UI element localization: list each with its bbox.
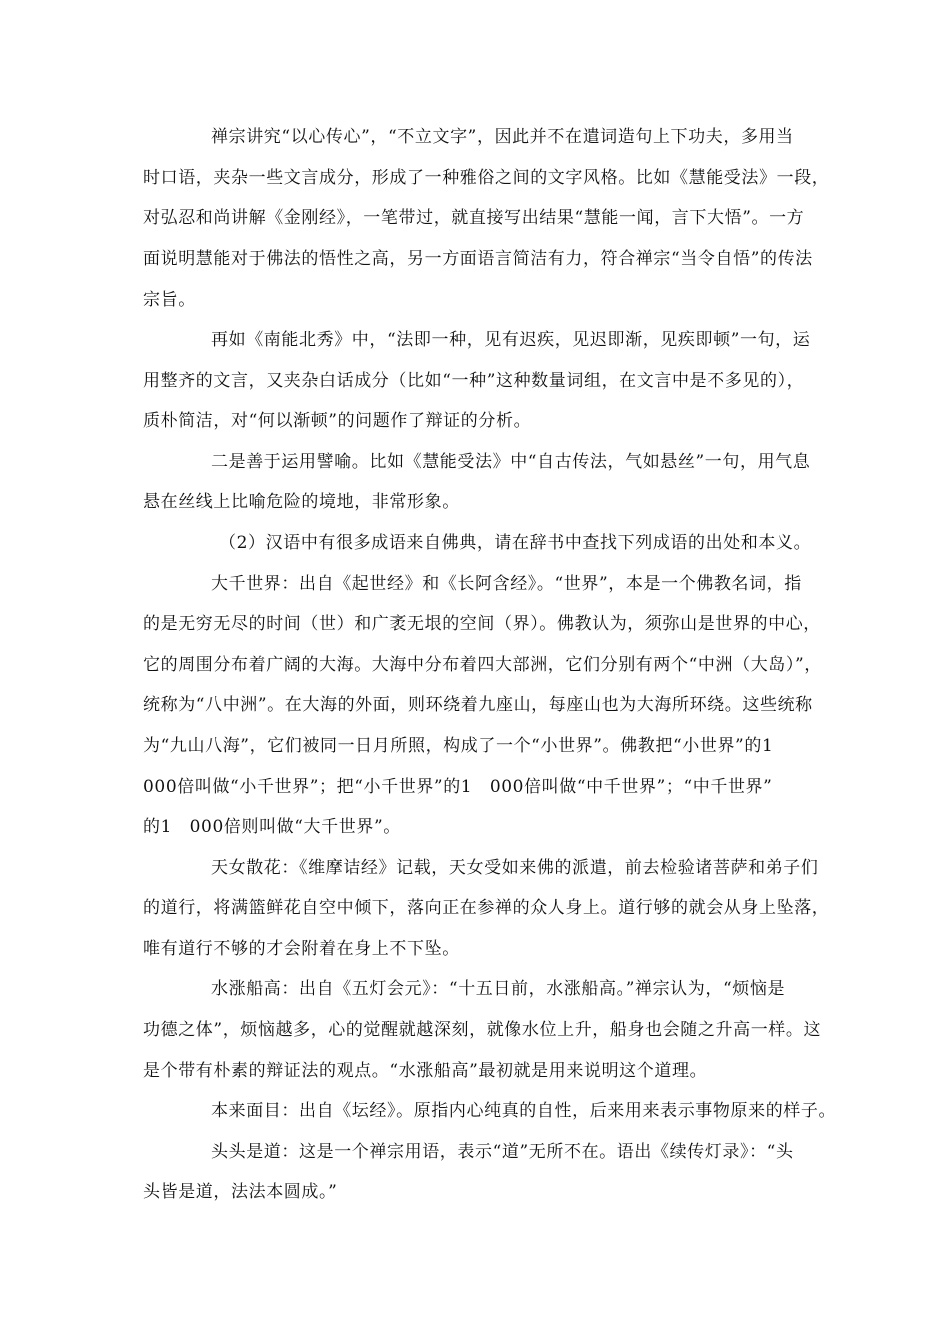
text-line: 头头是道：这是一个禅宗用语，表示“道”无所不在。语出《续传灯录》：“头 [211,1142,794,1162]
text-line: 000倍叫做“小千世界”；把“小千世界”的1 000倍叫做“中千世界”；“中千世界” [143,777,773,797]
text-line: 二是善于运用譬喻。比如《慧能受法》中“自古传法，气如悬丝”一句，用气息 [211,452,811,472]
text-line: 大千世界：出自《起世经》和《长阿含经》。“世界”，本是一个佛教名词，指 [211,574,802,594]
text-line: 的1 000倍则叫做“大千世界”。 [143,817,401,837]
text-line: 是个带有朴素的辩证法的观点。“水涨船高”最初就是用来说明这个道理。 [143,1061,708,1081]
text-line: 的是无穷无尽的时间（世）和广袤无垠的空间（界）。佛教认为，须弥山是世界的中心， [143,614,821,634]
text-line: 再如《南能北秀》中，“法即一种，见有迟疾，见迟即渐，见疾即顿”一句，运 [211,330,811,350]
text-line: 悬在丝线上比喻危险的境地，非常形象。 [143,492,460,512]
text-line: 质朴简洁，对“何以渐顿”的问题作了辩证的分析。 [143,411,532,431]
text-line: 为“九山八海”，它们被同一日月所照，构成了一个“小世界”。佛教把“小世界”的1 [143,736,774,756]
text-line: 统称为“八中洲”。在大海的外面，则环绕着九座山，每座山也为大海所环绕。这些统称 [143,695,813,715]
text-line: 它的周围分布着广阔的大海。大海中分布着四大部洲，它们分别有两个“中洲（大岛）”， [143,655,822,675]
text-line: 水涨船高：出自《五灯会元》：“十五日前，水涨船高。”禅宗认为，“烦恼是 [211,979,786,999]
text-line: 天女散花：《维摩诘经》记载，天女受如来佛的派遣，前去检验诸菩萨和弟子们 [211,858,819,878]
text-line: 对弘忍和尚讲解《金刚经》，一笔带过，就直接写出结果“慧能一闻，言下大悟”。一方 [143,208,805,228]
text-line: 宗旨。 [143,290,196,310]
text-line: 功德之体”，烦恼越多，心的觉醒就越深刻，就像水位上升，船身也会随之升高一样。这 [143,1020,822,1040]
text-line: 头皆是道，法法本圆成。” [143,1182,338,1202]
text-line: 用整齐的文言，又夹杂白话成分（比如“一种”这种数量词组，在文言中是不多见的）， [143,371,805,391]
question-heading: （2）汉语中有很多成语来自佛典，请在辞书中查找下列成语的出处和本义。 [219,533,812,553]
text-line: 面说明慧能对于佛法的悟性之高，另一方面语言简洁有力，符合禅宗“当令自悟”的传法 [143,249,813,269]
text-line: 禅宗讲究“以心传心”，“不立文字”，因此并不在遣词造句上下功夫，多用当 [211,127,794,147]
text-line: 时口语，夹杂一些文言成分，形成了一种雅俗之间的文字风格。比如《慧能受法》一段， [143,168,830,188]
text-line: 的道行，将满篮鲜花自空中倾下，落向正在参禅的众人身上。道行够的就会从身上坠落， [143,898,830,918]
text-line: 本来面目：出自《坛经》。原指内心纯真的自性，后来用来表示事物原来的样子。 [211,1101,837,1121]
text-line: 唯有道行不够的才会附着在身上不下坠。 [143,939,460,959]
